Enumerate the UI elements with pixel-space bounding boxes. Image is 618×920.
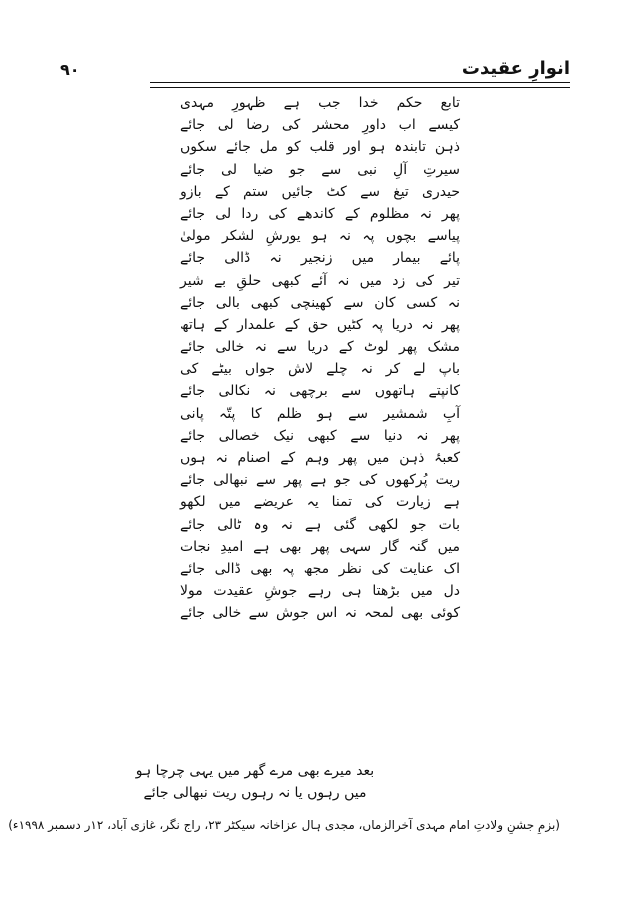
couplet [180,447,460,491]
header-rule-bottom [150,87,570,88]
verse-line: مشک پھر لوٹ کے دریا سے نہ خالی جائے [180,339,460,356]
verse-line: ذہن تابندہ ہو اور قلب کو مل جائے سکوں [180,139,460,156]
verse-line: پھر نہ دریا پہ کٹیں حق کے علمدار کے ہاتھ [180,316,460,333]
verse-line: بعد میرے بھی مرے گھر میں یہی چرچا ہو [135,763,375,779]
couplet [180,270,460,314]
verse-line: تیر کی زد میں نہ آئے کبھی حلقِ بے شیر [180,272,460,289]
couplet [180,225,460,269]
couplet [180,92,460,136]
verse-line: نہ کسی کان سے کھینچی کبھی بالی جائے [180,294,460,311]
verse-line: ہے زیارت کی تمنا یہ عریضے میں لکھو [180,494,460,511]
verse-line: باپ لے کر نہ چلے لاش جواں بیٹے کی [180,361,460,378]
verse-line: تابع حکم خدا جب ہے ظہورِ مہدی [180,95,460,111]
verse-line: آبِ شمشیر سے ہو ظلم کا پتّہ پانی [180,405,460,422]
event-footnote: (بزمِ جشنِ ولادتِ امام مہدی آخرالزماں، مجدی ہال عزاخانہ سیکٹر ۲۳، راج نگر، غازی آباد، ۱۲ر دسمبر ۱۹۹۸ء) [8,818,560,832]
page-number: ۹۰ [60,60,80,79]
couplet [180,536,460,580]
couplet [180,491,460,535]
couplet [180,181,460,225]
page-header [60,58,570,94]
header-rule-top [150,82,570,83]
verse-line: کیسے اب داورِ محشر کی رضا لی جائے [180,117,460,134]
verse-line: پھر نہ مظلوم کے کاندھے کی ردا لی جائے [180,205,460,222]
verse-line: پائے بیمار میں زنجیر نہ ڈالی جائے [180,250,460,267]
poem-body [180,92,460,625]
couplet [180,403,460,447]
verse-line: کانپتے ہاتھوں سے برچھی نہ نکالی جائے [180,383,460,400]
verse-line: کوئی بھی لمحہ نہ اس جوش سے خالی جائے [180,605,460,622]
couplet [180,358,460,402]
verse-line: پیاسے بچوں پہ نہ ہو یورشِ لشکر مولیٰ [180,228,460,245]
verse-line: میں گنہ گار سہی پھر بھی ہے امیدِ نجات [180,538,460,555]
couplet [180,314,460,358]
verse-line: سیرتِ آلِ نبی سے جو ضیا لی جائے [180,161,460,178]
verse-line: کعبۂ ذہن میں پھر وہم کے اصنام نہ ہوں [180,450,460,466]
book-title: انوارِ عقیدت [461,58,570,79]
verse-line: میں رہوں یا نہ رہوں ریت نبھالی جائے [143,785,367,802]
verse-line: اک عنایت کی نظر مجھ پہ بھی ڈالی جائے [180,560,460,577]
couplet [180,136,460,180]
verse-line: ریت پُرکھوں کی جو ہے پھر سے نبھالی جائے [180,472,460,489]
final-couplet [110,760,400,804]
couplet [180,580,460,624]
verse-line: دل میں بڑھتا ہی رہے جوشِ عقیدت مولا [180,583,460,600]
verse-line: پھر نہ دنیا سے کبھی نیک خصالی جائے [180,427,460,444]
verse-line: حیدری تیغ سے کٹ جائیں ستم کے بازو [180,183,460,200]
verse-line: بات جو لکھی گئی ہے نہ وہ ٹالی جائے [180,516,460,533]
